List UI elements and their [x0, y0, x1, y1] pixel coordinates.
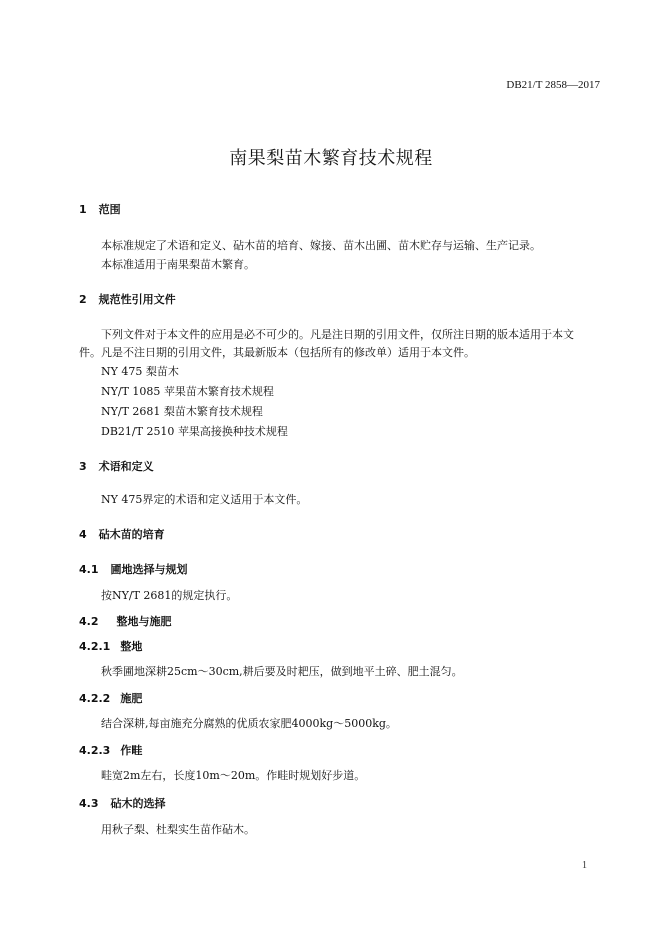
section-title: 规范性引用文件	[98, 293, 176, 306]
section-number: 4	[79, 528, 87, 541]
paragraph: 畦宽2m左右，长度10m～20m。作畦时规划好步道。	[101, 769, 366, 782]
section-number: 4.2.2	[79, 692, 111, 705]
section-number: 4.2.1	[79, 640, 111, 653]
section-title: 圃地选择与规划	[110, 563, 188, 576]
section-title: 施肥	[120, 692, 143, 705]
section-number: 2	[79, 293, 87, 306]
section-number: 4.3	[79, 797, 99, 810]
document-number: DB21/T 2858—2017	[506, 79, 600, 91]
section-title: 砧木的选择	[110, 797, 166, 810]
section-title: 范围	[98, 203, 121, 216]
paragraph: 结合深耕,每亩施充分腐熟的优质农家肥4000kg～5000kg。	[101, 717, 397, 730]
reference-item: NY/T 2681 梨苗木繁育技术规程	[101, 405, 263, 418]
section-number: 4.1	[79, 563, 99, 576]
section-title: 整地	[120, 640, 143, 653]
paragraph: 用秋子梨、杜梨实生苗作砧木。	[101, 823, 255, 836]
reference-item: NY/T 1085 苹果苗木繁育技术规程	[101, 385, 274, 398]
paragraph: 秋季圃地深耕25cm～30cm,耕后要及时耙压，做到地平土碎、肥土混匀。	[101, 665, 463, 678]
section-number: 3	[79, 460, 87, 473]
section-title: 砧木苗的培育	[98, 528, 165, 541]
paragraph: 件。凡是不注日期的引用文件，其最新版本（包括所有的修改单）适用于本文件。	[79, 346, 475, 359]
reference-item: DB21/T 2510 苹果高接换种技术规程	[101, 425, 288, 438]
section-number: 4.2.3	[79, 744, 111, 757]
section-heading-3	[79, 458, 154, 474]
section-number: 1	[79, 203, 87, 216]
section-title: 作畦	[120, 744, 143, 757]
section-heading-4	[79, 526, 165, 542]
subsection-heading-4-2-3	[79, 742, 142, 758]
paragraph: 本标准适用于南果梨苗木繁育。	[101, 258, 255, 271]
section-number: 4.2	[79, 615, 99, 628]
subsection-heading-4-2-2	[79, 690, 142, 706]
page-number: 1	[582, 860, 587, 871]
subsection-heading-4-2-1	[79, 638, 142, 654]
paragraph: 本标准规定了术语和定义、砧木苗的培育、嫁接、苗木出圃、苗木贮存与运输、生产记录。	[101, 239, 541, 252]
section-title: 术语和定义	[98, 460, 154, 473]
subsection-heading-4-2	[79, 613, 172, 629]
reference-item: NY 475 梨苗木	[101, 365, 179, 378]
paragraph: 按NY/T 2681的规定执行。	[101, 589, 238, 602]
subsection-heading-4-1	[79, 561, 188, 577]
document-title: 南果梨苗木繁育技术规程	[229, 148, 433, 169]
section-heading-1	[79, 201, 121, 217]
section-title: 整地与施肥	[116, 615, 172, 628]
paragraph: 下列文件对于本文件的应用是必不可少的。凡是注日期的引用文件，仅所注日期的版本适用于本文	[101, 328, 574, 341]
subsection-heading-4-3	[79, 795, 166, 811]
paragraph: NY 475界定的术语和定义适用于本文件。	[101, 493, 308, 506]
section-heading-2	[79, 291, 176, 307]
